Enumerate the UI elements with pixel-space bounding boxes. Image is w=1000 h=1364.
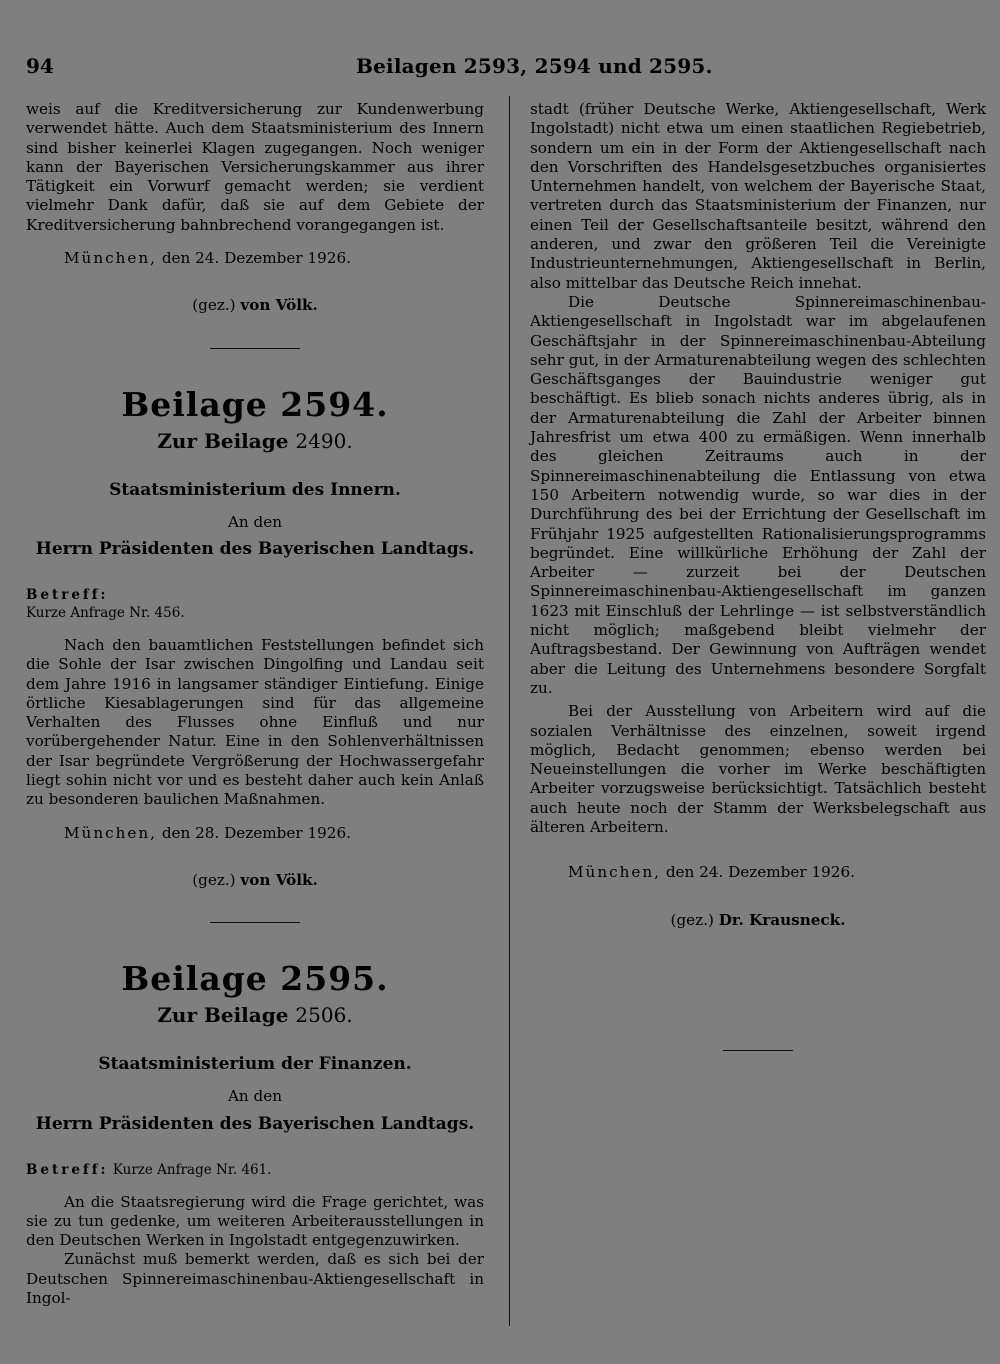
beilage-2595-title: Beilage 2595. xyxy=(121,959,389,999)
place: München, xyxy=(64,823,157,842)
place: München, xyxy=(64,249,157,268)
date: den 28. Dezember 1926. xyxy=(157,823,351,842)
right-column xyxy=(530,100,986,1051)
body-paragraph: stadt (früher Deutsche Werke, Aktiengesellschaft, Werk Ingolstadt) nicht etwa um einen staatlichen Regiebetrieb, sondern um ein in der Form der Aktiengesellschaft nach den Vorschriften des Handelsgesetzbuches organisiertes Unternehmen handelt, von welchem der Bayerische Staat, vertreten durch das Staatsministerium der Finanzen, nur einen Teil der Gesellschaftsanteile besitzt, während den anderen, und zwar den größeren Teil die Vereinigte Industrieunternehmungen, Aktiengesellschaft in Berlin, also mittelbar das Deutsche Reich innehat. xyxy=(530,100,986,292)
zur-number: 2506. xyxy=(295,1003,353,1028)
left-column xyxy=(26,100,484,1308)
zur-beilage xyxy=(26,1003,484,1027)
signature xyxy=(530,911,986,930)
betreff xyxy=(26,586,484,622)
ministry: Staatsministerium des Innern. xyxy=(109,479,401,500)
signature xyxy=(26,296,484,315)
signature-name: Dr. Krausneck. xyxy=(718,910,846,929)
body-paragraph: Bei der Ausstellung von Arbeitern wird auf die sozialen Verhältnisse des einzelnen, soweit irgend möglich, Bedacht genommen; ebenso werden bei Neueinstellungen die vorher im Werke beschäftigten Arbeiter vorzugsweise berücksichtigt. Tatsächlich besteht auch heute noch der Stamm der Werksbelegschaft aus älteren Arbeitern. xyxy=(530,702,986,836)
body-paragraph: Nach den bauamtlichen Feststellungen befindet sich die Sohle der Isar zwischen Dingolfing und Landau seit dem Jahre 1916 in langsamer ständiger Eintiefung. Einige örtliche Kiesablagerungen sind für das allgemeine Verhalten des Flusses ohne Einfluß und nur vorübergehender Natur. Eine in den Sohlenverhältnissen der Isar begründete Vergrößerung der Hochwassergefahr liegt sohin nicht vor und es besteht daher auch kein Anlaß zu besonderen baulichen Maßnahmen. xyxy=(26,635,484,809)
zur-label: Zur Beilage xyxy=(157,428,296,453)
signature-name: von Völk. xyxy=(240,870,318,889)
continued-paragraph: weis auf die Kreditversicherung zur Kundenwerbung verwendet hätte. Auch dem Staatsministerium des Innern sind bisher keinerlei Klagen zugegangen. Noch weniger kann der Bayerischen Versicherungskammer aus ihrer Tätigkeit ein Vorwurf gemacht werden; sie verdient vielmehr Dank dafür, daß sie auf dem Gebiete der Kreditversicherung bahnbrechend vorangegangen ist. xyxy=(26,100,484,234)
beilage-2594-title: Beilage 2594. xyxy=(121,384,389,424)
betreff xyxy=(26,1161,484,1179)
betreff-label: Betreff: xyxy=(26,586,109,603)
body-paragraph: Zunächst muß bemerkt werden, daß es sich bei der Deutschen Spinnereimaschinenbau-Aktiengesellschaft in Ingol- xyxy=(26,1250,484,1308)
signature-name: von Völk. xyxy=(240,296,318,315)
addressee: Herrn Präsidenten des Bayerischen Landtags. xyxy=(35,538,475,559)
page-header xyxy=(26,54,986,80)
place: München, xyxy=(568,863,661,882)
running-head: Beilagen 2593, 2594 und 2595. xyxy=(356,54,713,78)
signature-prefix: (gez.) xyxy=(670,910,719,929)
signature xyxy=(26,871,484,890)
zur-beilage xyxy=(26,429,484,453)
date: den 24. Dezember 1926. xyxy=(661,863,855,882)
ministry: Staatsministerium der Finanzen. xyxy=(98,1054,412,1075)
place-date xyxy=(26,249,484,268)
body-paragraph: An die Staatsregierung wird die Frage gerichtet, was sie zu tun gedenke, um weiteren Arbeiterausstellungen in den Deutschen Werken in Ingolstadt entgegenzuwirken. xyxy=(26,1192,484,1250)
addressee: Herrn Präsidenten des Bayerischen Landtags. xyxy=(35,1113,475,1134)
zur-label: Zur Beilage xyxy=(157,1003,296,1028)
place-date xyxy=(530,863,986,882)
date: den 24. Dezember 1926. xyxy=(157,249,351,268)
betreff-value: Kurze Anfrage Nr. 456. xyxy=(26,604,185,621)
place-date xyxy=(26,824,484,843)
column-divider xyxy=(509,96,510,1326)
betreff-value: Kurze Anfrage Nr. 461. xyxy=(108,1161,272,1178)
an-den: An den xyxy=(227,1087,283,1106)
section-rule xyxy=(723,1050,793,1051)
section-rule xyxy=(210,348,300,349)
body-paragraph: Die Deutsche Spinnereimaschinenbau-Aktiengesellschaft in Ingolstadt war im abgelaufenen Geschäftsjahr in der Spinnereimaschinenbau-Abteilung sehr gut, in der Armaturenabteilung wegen des schlechten Geschäftsganges der Bauindustrie weniger gut beschäftigt. Es blieb sonach nichts anderes übrig, als in der Armaturenabteilung die Zahl der Arbeiter binnen Jahresfrist um etwa 400 zu ermäßigen. Wenn innerhalb des gleichen Zeitraums auch in der Spinnereimaschinenabteilung die Entlassung von etwa 150 Arbeitern notwendig wurde, so war dies in der Durchführung des bei der Errichtung der Gesellschaft im Frühjahr 1925 aufgestellten Rationalisierungsprogramms begründet. Eine willkürliche Erhöhung der Zahl der Arbeiter — zurzeit bei der Deutschen Spinnereimaschinenbau-Aktiengesellschaft im ganzen 1623 mit Einschluß der Lehrlinge — ist selbstverständlich nicht möglich; maßgebend bleibt vielmehr der Auftragsbestand. Der Gewinnung von Aufträgen wendet aber die Leitung des Unternehmens besondere Sorgfalt zu. xyxy=(530,292,986,697)
section-rule xyxy=(210,922,300,923)
signature-prefix: (gez.) xyxy=(192,296,241,315)
zur-number: 2490. xyxy=(295,428,353,453)
an-den: An den xyxy=(227,512,283,531)
betreff-label: Betreff: xyxy=(26,1161,109,1178)
signature-prefix: (gez.) xyxy=(192,870,241,889)
page-number: 94 xyxy=(26,54,54,78)
